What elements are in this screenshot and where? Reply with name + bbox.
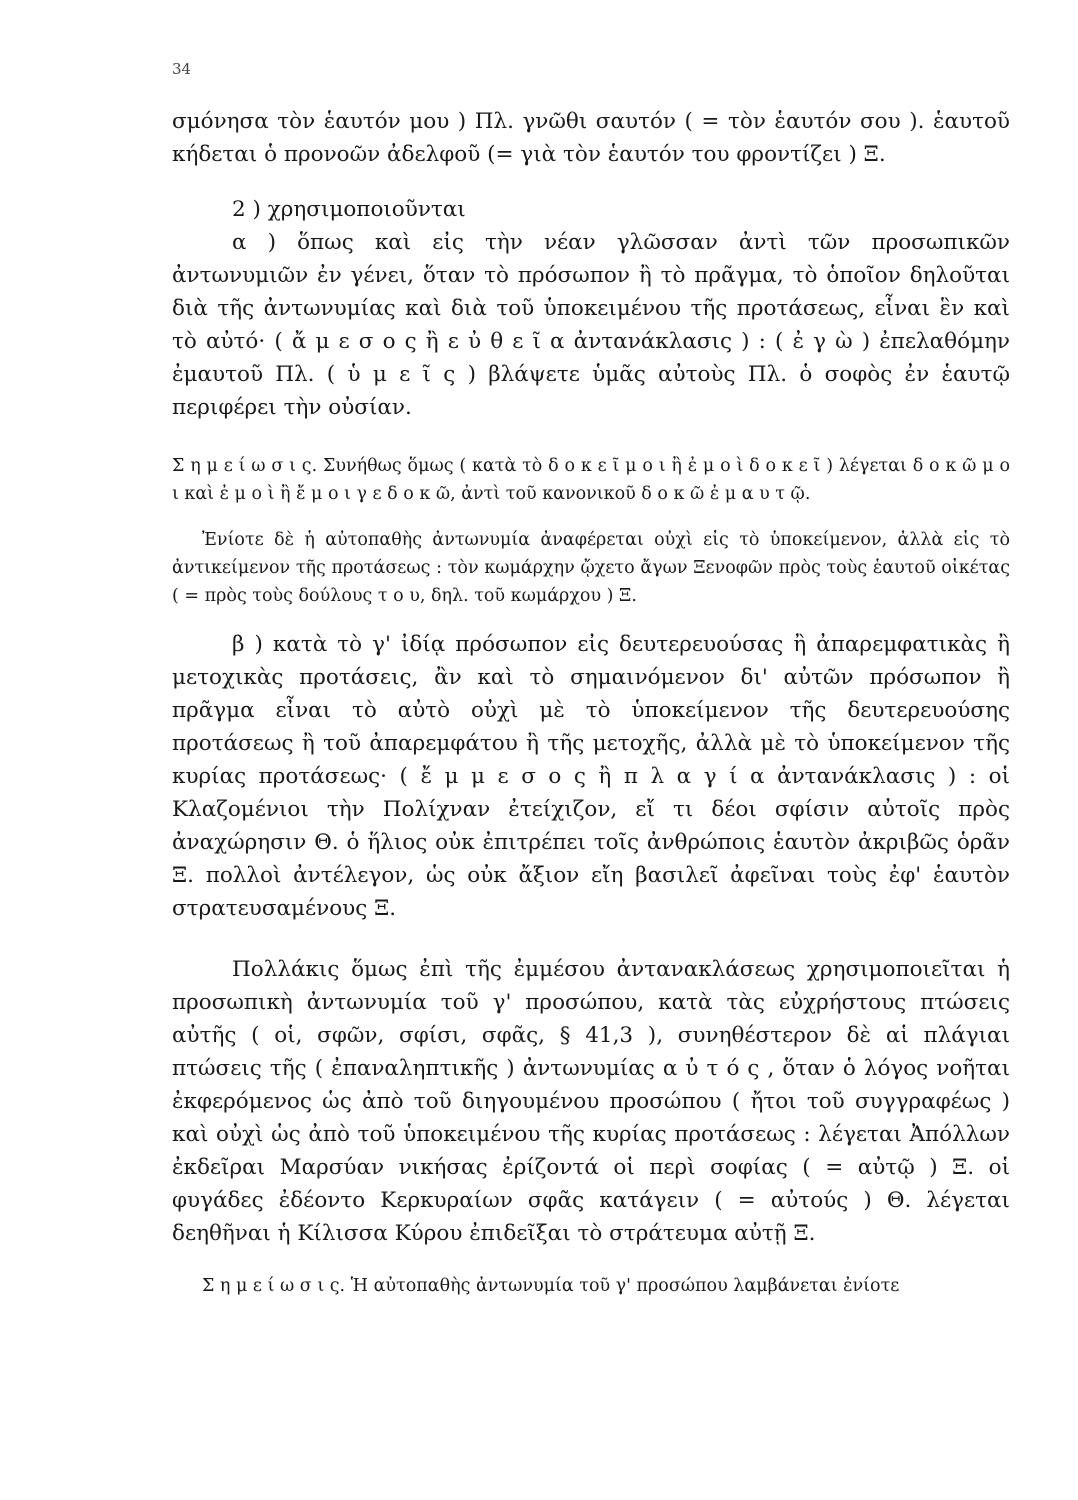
paragraph-indirect-reflexive: Πολλάκις ὅμως ἐπὶ τῆς ἐμμέσου ἀντανακλάσεως χρησιμοποιεῖται ἡ προσωπικὴ ἀντωνυμία τοῦ γ' προσώπου, κατὰ τὰς εὐχρήστους πτώσεις αὐτῆς ( οἱ, σφῶν, σφίσι, σφᾶς, § 41,3 ), συνηθέστερον δὲ αἱ πλάγιαι πτώσεις τῆς ( ἐπαναληπτικῆς ) ἀντωνυμίας α ὐ τ ό ς , ὅταν ὁ λόγος νοῆται ἐκφερόμενος ὡς ἀπὸ τοῦ διηγουμένου προσώπου ( ἤτοι τοῦ συγγραφέως ) καὶ οὐχὶ ὡς ἀπὸ τοῦ ὑποκειμένου τῆς κυρίας προτάσεως : λέγεται Ἀπόλλων ἐκδεῖραι Μαρσύαν νικήσας ἐρίζοντά οἱ περὶ σοφίας ( = αὐτῷ ) Ξ. οἱ φυγάδες ἐδέοντο Κερκυραίων σφᾶς κατάγειν ( = αὐτούς ) Θ. λέγεται δεηθῆναι ἡ Κίλισσα Κύρου ἐπιδεῖξαι τὸ στράτευμα αὐτῇ Ξ. (172, 957, 1010, 1246)
paragraph-continuation: σμόνησα τὸν ἑαυτόν μου ) Πλ. γνῶθι σαυτόν ( = τὸν ἑαυτόν σου ). ἑαυτοῦ κήδεται ὁ προνοῶν ἀδελφοῦ (= γιὰ τὸν ἑαυτόν του φροντίζει ) Ξ. (172, 109, 1010, 167)
page-number: 34 (172, 60, 192, 78)
note-paragraph-3: Σ η μ ε ί ω σ ι ς. Ἡ αὐτοπαθὴς ἀντωνυμία τοῦ γ' προσώπου λαμβάνεται ἐνίοτε (202, 1276, 900, 1296)
section-heading-2: 2 ) χρησιμοποιοῦνται (232, 197, 466, 222)
paragraph-beta: β ) κατὰ τὸ γ' ἰδίᾳ πρόσωπον εἰς δευτερευούσας ἢ ἀπαρεμφατικὰς ἢ μετοχικὰς προτάσεις, ἂν καὶ τὸ σημαινόμενον δι' αὐτῶν πρόσωπον ἢ πρᾶγμα εἶναι τὸ αὐτὸ οὐχὶ μὲ τὸ ὑποκείμενον τῆς δευτερευούσης προτάσεως ἢ τοῦ ἀπαρεμφάτου ἢ τῆς μετοχῆς, ἀλλὰ μὲ τὸ ὑποκείμενον τῆς κυρίας προτάσεως· ( ἔ μ μ ε σ ο ς ἢ π λ α γ ί α ἀντανάκλασις ) : οἱ Κλαζομένιοι τὴν Πολίχναν ἐτείχιζον, εἴ τι δέοι σφίσιν αὐτοῖς πρὸς ἀναχώρησιν Θ. ὁ ἥλιος οὐκ ἐπιτρέπει τοῖς ἀνθρώποις ἑαυτὸν ἀκριβῶς ὁρᾶν Ξ. πολλοὶ ἀντέλεγον, ὡς οὐκ ἄξιον εἴη βασιλεῖ ἀφεῖναι τοὺς ἐφ' ἑαυτὸν στρατευσαμένους Ξ. (172, 632, 1010, 921)
note-paragraph-1: Σ η μ ε ί ω σ ι ς. Συνήθως ὅμως ( κατὰ τὸ δ ο κ ε ῖ μ ο ι ἢ ἐ μ ο ὶ δ ο κ ε ῖ ) λέγεται δ ο κ ῶ μ ο ι καὶ ἐ μ ο ὶ ἢ ἔ μ ο ι γ ε δ ο κ ῶ, ἀντὶ τοῦ κανονικοῦ δ ο κ ῶ ἐ μ α υ τ ῷ. (172, 456, 1010, 504)
paragraph-alpha: α ) ὅπως καὶ εἰς τὴν νέαν γλῶσσαν ἀντὶ τῶν προσωπικῶν ἀντωνυμιῶν ἐν γένει, ὅταν τὸ πρόσωπον ἢ τὸ πρᾶγμα, τὸ ὁποῖον δηλοῦται διὰ τῆς ἀντωνυμίας καὶ διὰ τοῦ ὑποκειμένου τῆς προτάσεως, εἶναι ἓν καὶ τὸ αὐτό· ( ἄ μ ε σ ο ς ἢ ε ὐ θ ε ῖ α ἀντανάκλασις ) : ( ἐ γ ὼ ) ἐπελαθόμην ἐμαυτοῦ Πλ. ( ὑ μ ε ῖ ς ) βλάψετε ὑμᾶς αὐτοὺς Πλ. ὁ σοφὸς ἐν ἑαυτῷ περιφέρει τὴν οὐσίαν. (172, 230, 1010, 420)
page-body (172, 105, 1010, 1300)
note-paragraph-2: Ἐνίοτε δὲ ἡ αὐτοπαθὴς ἀντωνυμία ἀναφέρεται οὐχὶ εἰς τὸ ὑποκείμενον, ἀλλὰ εἰς τὸ ἀντικείμενον τῆς προτάσεως : τὸν κωμάρχην ᾤχετο ἄγων Ξενοφῶν πρὸς τοὺς ἑαυτοῦ οἰκέτας ( = πρὸς τοὺς δούλους τ ο υ, δηλ. τοῦ κωμάρχου ) Ξ. (172, 530, 1010, 606)
